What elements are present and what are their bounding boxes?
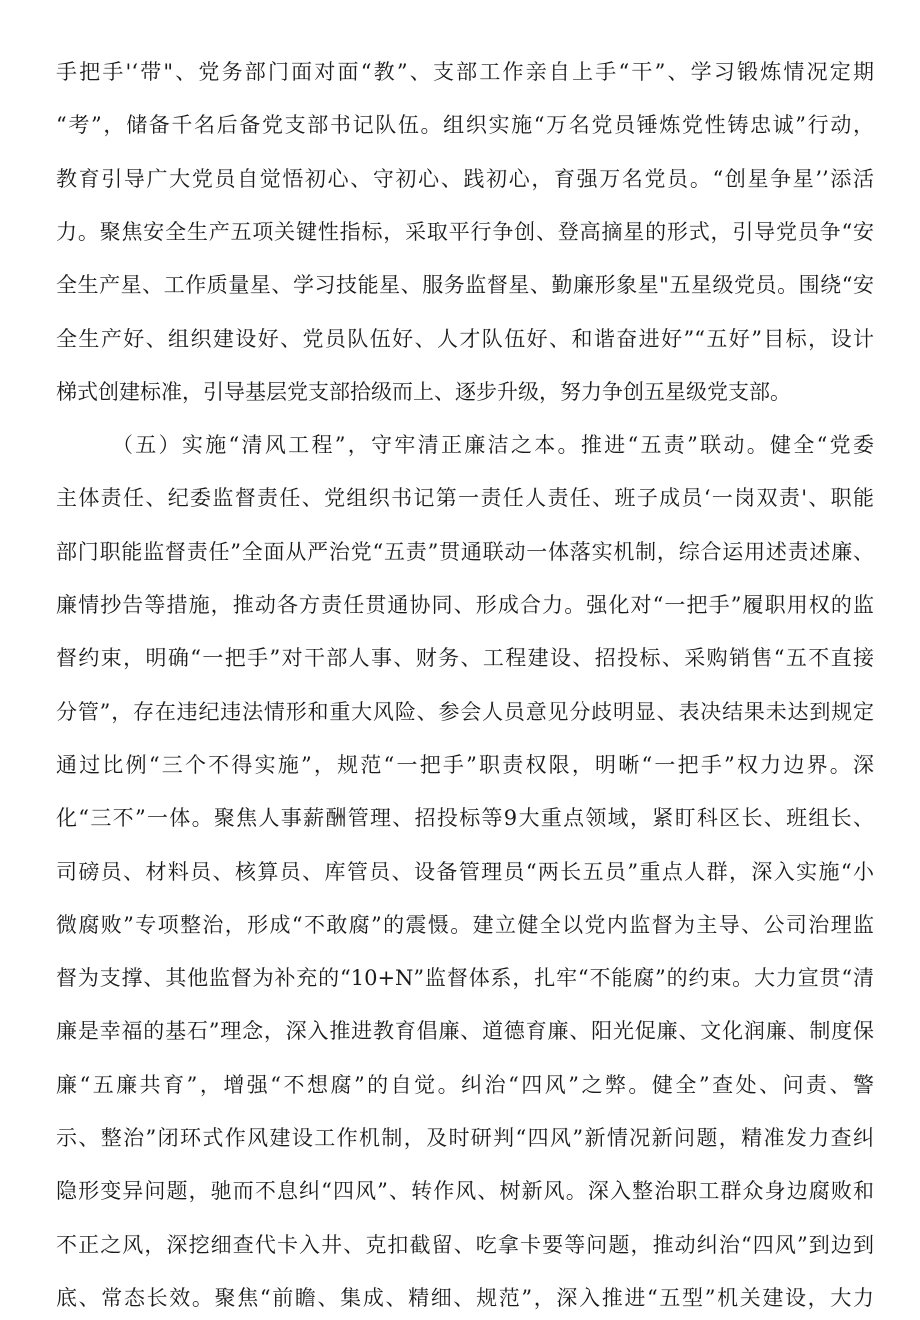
text-line: 督为支撑、其他监督为补充的“10+N”监督体系，扎牢“不能腐”的约束。大力宣贯“清 xyxy=(56,966,874,990)
text-line: 廉是幸福的基石”理念，深入推进教育倡廉、道德育廉、阳光促廉、文化润廉、制度保 xyxy=(56,1019,874,1043)
text-line: 教育引导广大党员自觉悟初心、守初心、践初心，育强万名党员。“创星争星’’添活 xyxy=(56,167,874,191)
paragraph-last-line: 梯式创建标准，引导基层党支部拾级而上、逐步升级，努力争创五星级党支部。 xyxy=(56,380,791,404)
text-line: “考”，储备千名后备党支部书记队伍。组织实施“万名党员锤炼党性铸忠诚”行动， xyxy=(56,113,874,137)
text-line: 通过比例“三个不得实施”，规范“一把手”职责权限，明晰“一把手”权力边界。深 xyxy=(56,753,874,777)
text-line: 微腐败”专项整治，形成“不敢腐”的震慑。建立健全以党内监督为主导、公司治理监 xyxy=(56,913,874,937)
text-line: 力。聚焦安全生产五项关键性指标，采取平行争创、登高摘星的形式，引导党员争“安 xyxy=(56,220,874,244)
text-line: 示、整治”闭环式作风建设工作机制，及时研判“四风”新情况新问题，精准发力查纠 xyxy=(56,1126,874,1150)
text-line: 隐形变异问题，驰而不息纠“四风”、转作风、树新风。深入整治职工群众身边腐败和 xyxy=(56,1179,874,1203)
text-line: 分管”，存在违纪违法情形和重大风险、参会人员意见分歧明显、表决结果未达到规定 xyxy=(56,700,874,724)
text-line: 司磅员、材料员、核算员、库管员、设备管理员“两长五员”重点人群，深入实施“小 xyxy=(56,860,874,884)
text-line: 底、常态长效。聚焦“前瞻、集成、精细、规范”，深入推进“五型”机关建设，大力 xyxy=(56,1286,874,1310)
text-line: 不正之风，深挖细查代卡入井、克扣截留、吃拿卡要等问题，推动纠治“四风”到边到 xyxy=(56,1233,874,1257)
text-line: 督约束，明确“一把手”对干部人事、财务、工程建设、招投标、采购销售“五不直接 xyxy=(56,646,874,670)
text-line: 全生产好、组织建设好、党员队伍好、人才队伍好、和谐奋进好”“五好”目标，设计 xyxy=(56,327,874,351)
text-line: 化“三不”一体。聚焦人事薪酬管理、招投标等9大重点领域，紧盯科区长、班组长、 xyxy=(56,806,874,830)
text-line: 部门职能监督责任”全面从严治党“五责”贯通联动一体落实机制，综合运用述责述廉、 xyxy=(56,540,874,564)
text-line: 手把手'‘带"、党务部门面对面“教”、支部工作亲自上手“干”、学习锻炼情况定期 xyxy=(56,60,874,84)
text-line: 全生产星、工作质量星、学习技能星、服务监督星、勤廉形象星"五星级党员。围绕“安 xyxy=(56,273,874,297)
text-line: 廉情抄告等措施，推动各方责任贯通协同、形成合力。强化对“一把手”履职用权的监 xyxy=(56,593,874,617)
text-line: 主体责任、纪委监督责任、党组织书记第一责任人责任、班子成员‘一岗双责'、职能 xyxy=(56,486,874,510)
text-line: 廉“五廉共育”，增强“不想腐”的自觉。纠治“四风”之弊。健全”查处、问责、警 xyxy=(56,1073,874,1097)
section-heading-line: （五）实施“清风工程”，守牢清正廉洁之本。推进“五责”联动。健全“党委 xyxy=(112,433,874,457)
